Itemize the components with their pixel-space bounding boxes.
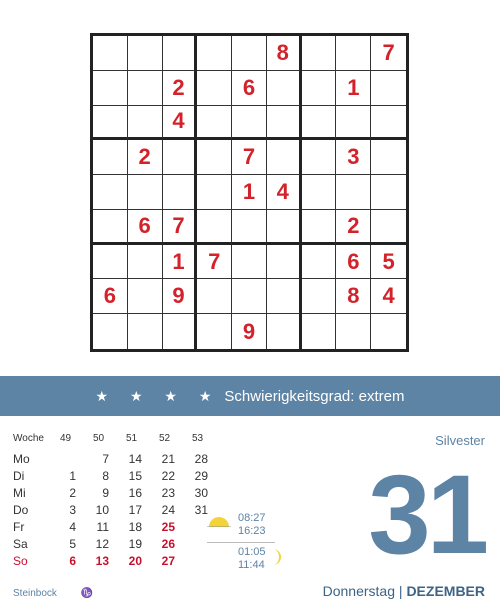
sudoku-cell[interactable]: 8 bbox=[336, 279, 371, 314]
calendar-date: 23 bbox=[161, 485, 175, 500]
sudoku-cell[interactable] bbox=[232, 245, 267, 280]
sudoku-cell[interactable]: 9 bbox=[163, 279, 198, 314]
calendar-week-row bbox=[13, 552, 214, 569]
sudoku-cell[interactable] bbox=[93, 210, 128, 245]
sudoku-cell[interactable] bbox=[128, 245, 163, 280]
sudoku-cell[interactable] bbox=[371, 314, 406, 349]
calendar-date: 4 bbox=[69, 519, 76, 534]
calendar-date: 14 bbox=[128, 451, 142, 466]
sudoku-cell[interactable] bbox=[197, 140, 232, 175]
calendar-date: 17 bbox=[128, 502, 142, 517]
calendar-date: 18 bbox=[128, 519, 142, 534]
calendar-date: 1 bbox=[69, 468, 76, 483]
sudoku-cell[interactable]: 4 bbox=[163, 106, 198, 141]
calendar-date: 26 bbox=[161, 536, 175, 551]
sudoku-cell[interactable]: 6 bbox=[232, 71, 267, 106]
sudoku-cell[interactable] bbox=[336, 175, 371, 210]
sudoku-grid bbox=[90, 33, 409, 352]
moonset-time: 11:44 bbox=[238, 559, 265, 571]
sunset-time: 16:23 bbox=[238, 525, 266, 537]
calendar-date: 2 bbox=[69, 485, 76, 500]
difficulty-stars: ★ ★ ★ ★ bbox=[95, 387, 221, 404]
sudoku-cell[interactable] bbox=[128, 106, 163, 141]
calendar-date: 13 bbox=[95, 553, 109, 568]
day-number: 31 bbox=[368, 452, 485, 577]
sudoku-cell[interactable] bbox=[197, 106, 232, 141]
sudoku-cell[interactable] bbox=[93, 71, 128, 106]
sudoku-cell[interactable] bbox=[371, 71, 406, 106]
sudoku-cell[interactable] bbox=[93, 36, 128, 71]
calendar-week-row bbox=[13, 518, 214, 535]
calendar-date: 22 bbox=[161, 468, 175, 483]
sunrise-time: 08:27 bbox=[238, 512, 266, 524]
sudoku-cell[interactable]: 3 bbox=[336, 140, 371, 175]
sudoku-cell[interactable] bbox=[197, 314, 232, 349]
sudoku-cell[interactable] bbox=[93, 314, 128, 349]
weekday-label: So bbox=[13, 553, 28, 568]
sudoku-cell[interactable] bbox=[128, 71, 163, 106]
calendar-date: 7 bbox=[102, 451, 109, 466]
sudoku-cell[interactable]: 8 bbox=[267, 36, 302, 71]
calendar-date: 28 bbox=[194, 451, 208, 466]
sudoku-cell[interactable]: 7 bbox=[371, 36, 406, 71]
calendar-rows bbox=[13, 450, 214, 569]
sudoku-cell[interactable] bbox=[197, 210, 232, 245]
sudoku-cell[interactable] bbox=[336, 314, 371, 349]
calendar-date: 5 bbox=[69, 536, 76, 551]
date-line bbox=[323, 583, 485, 599]
sudoku-cell[interactable] bbox=[302, 314, 337, 349]
sudoku-cell[interactable] bbox=[163, 36, 198, 71]
weekday-label: Mi bbox=[13, 485, 26, 500]
capricorn-icon: ♑ bbox=[80, 588, 94, 599]
sudoku-cell[interactable] bbox=[197, 71, 232, 106]
calendar-date: 9 bbox=[102, 485, 109, 500]
sudoku-cell[interactable]: 6 bbox=[93, 279, 128, 314]
sudoku-cell[interactable] bbox=[302, 71, 337, 106]
calendar-date: 24 bbox=[161, 502, 175, 517]
week-number: 49 bbox=[59, 433, 72, 444]
sudoku-cell[interactable] bbox=[128, 175, 163, 210]
sudoku-cell[interactable] bbox=[267, 106, 302, 141]
week-number: 50 bbox=[92, 433, 105, 444]
sudoku-cell[interactable] bbox=[267, 314, 302, 349]
month-calendar bbox=[13, 433, 214, 569]
date-separator: | bbox=[398, 583, 403, 599]
sudoku-cell[interactable] bbox=[302, 245, 337, 280]
sudoku-cell[interactable] bbox=[232, 36, 267, 71]
sudoku-cell[interactable]: 2 bbox=[336, 210, 371, 245]
calendar-date: 10 bbox=[95, 502, 109, 517]
sudoku-cell[interactable]: 5 bbox=[371, 245, 406, 280]
sudoku-cell[interactable] bbox=[163, 314, 198, 349]
calendar-week-row bbox=[13, 535, 214, 552]
sudoku-cell[interactable]: 2 bbox=[128, 140, 163, 175]
week-label: Woche bbox=[13, 433, 44, 444]
sudoku-cell[interactable] bbox=[371, 106, 406, 141]
calendar-date: 30 bbox=[194, 485, 208, 500]
divider bbox=[207, 542, 275, 543]
sudoku-cell[interactable] bbox=[336, 36, 371, 71]
sudoku-cell[interactable] bbox=[128, 279, 163, 314]
sudoku-cell[interactable]: 6 bbox=[336, 245, 371, 280]
sudoku-cell[interactable] bbox=[93, 245, 128, 280]
sudoku-cell[interactable] bbox=[302, 36, 337, 71]
calendar-date: 20 bbox=[128, 553, 142, 568]
difficulty-label: Schwierigkeitsgrad: extrem bbox=[224, 387, 405, 405]
sudoku-cell[interactable] bbox=[267, 279, 302, 314]
week-number: 53 bbox=[191, 433, 204, 444]
sudoku-cell[interactable] bbox=[302, 210, 337, 245]
calendar-date: 19 bbox=[128, 536, 142, 551]
weekday-label: Fr bbox=[13, 519, 25, 534]
calendar-date: 29 bbox=[194, 468, 208, 483]
sudoku-cell[interactable] bbox=[302, 106, 337, 141]
calendar-week-row bbox=[13, 467, 214, 484]
calendar-header bbox=[13, 433, 214, 444]
sun-icon bbox=[207, 515, 231, 527]
sudoku-cell[interactable] bbox=[302, 140, 337, 175]
sudoku-cell[interactable] bbox=[93, 140, 128, 175]
difficulty-banner bbox=[0, 376, 500, 416]
sudoku-cell[interactable] bbox=[267, 210, 302, 245]
sudoku-cell[interactable] bbox=[163, 140, 198, 175]
sudoku-cell[interactable]: 6 bbox=[128, 210, 163, 245]
sudoku-cell[interactable] bbox=[302, 175, 337, 210]
calendar-date: 31 bbox=[194, 502, 208, 517]
weekday-label: Di bbox=[13, 468, 25, 483]
sudoku-cell[interactable] bbox=[232, 210, 267, 245]
sudoku-cell[interactable] bbox=[371, 140, 406, 175]
sudoku-cell[interactable]: 1 bbox=[336, 71, 371, 106]
weekday-label: Mo bbox=[13, 451, 30, 466]
sudoku-cell[interactable] bbox=[197, 279, 232, 314]
moon-icon bbox=[271, 549, 283, 565]
calendar-date: 3 bbox=[69, 502, 76, 517]
sudoku-cell[interactable]: 4 bbox=[371, 279, 406, 314]
month-name: DEZEMBER bbox=[406, 583, 485, 599]
sudoku-cell[interactable] bbox=[197, 175, 232, 210]
week-number: 52 bbox=[158, 433, 171, 444]
moonrise-time: 01:05 bbox=[238, 546, 266, 558]
sudoku-cell[interactable] bbox=[93, 175, 128, 210]
sudoku-cell[interactable] bbox=[267, 140, 302, 175]
calendar-week-row bbox=[13, 450, 214, 467]
sudoku-cell[interactable] bbox=[128, 314, 163, 349]
week-number: 51 bbox=[125, 433, 138, 444]
calendar-week-row bbox=[13, 501, 214, 518]
sudoku-cell[interactable]: 7 bbox=[197, 245, 232, 280]
sudoku-cell[interactable] bbox=[232, 106, 267, 141]
calendar-date: 12 bbox=[95, 536, 109, 551]
sudoku-cell[interactable] bbox=[371, 175, 406, 210]
weekday-label: Sa bbox=[13, 536, 28, 551]
weekday: Donnerstag bbox=[322, 583, 396, 599]
calendar-date: 16 bbox=[128, 485, 142, 500]
sudoku-cell[interactable] bbox=[302, 279, 337, 314]
sudoku-cell[interactable]: 4 bbox=[267, 175, 302, 210]
sudoku-cell[interactable] bbox=[197, 36, 232, 71]
holiday-name: Silvester bbox=[435, 433, 485, 448]
zodiac-label: Steinbock bbox=[13, 588, 57, 599]
sudoku-cell[interactable] bbox=[267, 245, 302, 280]
calendar-date: 8 bbox=[102, 468, 109, 483]
calendar-date: 6 bbox=[69, 553, 76, 568]
calendar-date: 21 bbox=[161, 451, 175, 466]
sudoku-cell[interactable]: 1 bbox=[232, 175, 267, 210]
sudoku-cell[interactable]: 2 bbox=[163, 71, 198, 106]
weekday-label: Do bbox=[13, 502, 29, 517]
zodiac-sign bbox=[13, 588, 93, 599]
sudoku-cell[interactable] bbox=[371, 210, 406, 245]
sudoku-cell[interactable] bbox=[93, 106, 128, 141]
calendar-date: 15 bbox=[128, 468, 142, 483]
sudoku-cell[interactable] bbox=[336, 106, 371, 141]
sudoku-cell[interactable]: 7 bbox=[163, 210, 198, 245]
calendar-date: 11 bbox=[96, 519, 109, 534]
sudoku-cell[interactable] bbox=[128, 36, 163, 71]
sudoku-cell[interactable] bbox=[267, 71, 302, 106]
sudoku-cell[interactable]: 7 bbox=[232, 140, 267, 175]
calendar-week-row bbox=[13, 484, 214, 501]
sudoku-cell[interactable]: 1 bbox=[163, 245, 198, 280]
calendar-date: 25 bbox=[161, 519, 175, 534]
sudoku-cell[interactable] bbox=[163, 175, 198, 210]
calendar-date: 27 bbox=[161, 553, 175, 568]
sudoku-cell[interactable] bbox=[232, 279, 267, 314]
sudoku-cell[interactable]: 9 bbox=[232, 314, 267, 349]
